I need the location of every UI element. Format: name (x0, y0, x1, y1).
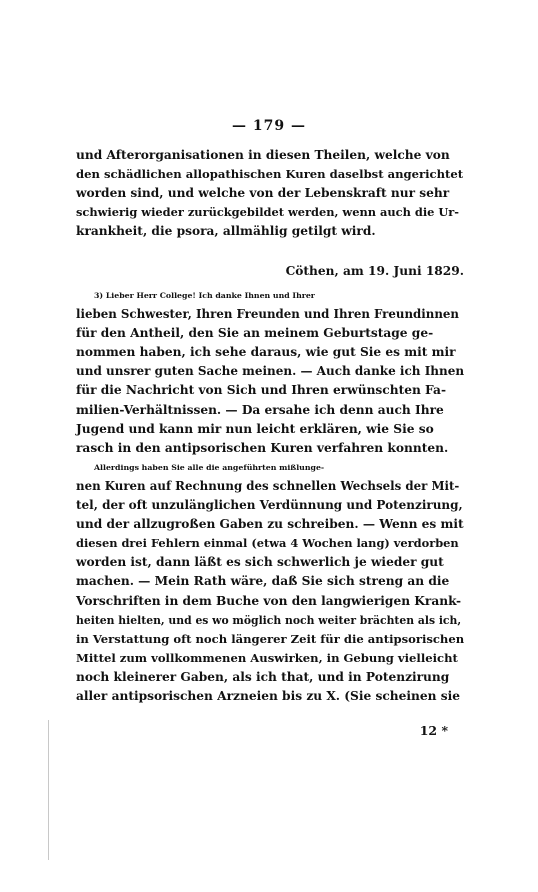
text-line: machen. — Mein Rath wäre, daß Sie sich streng an die (76, 574, 450, 589)
text-line: diesen drei Fehlern einmal (etwa 4 Wochen lang) verdorben (76, 536, 459, 551)
text-line: heiten hielten, und es wo möglich noch weiter brächten als ich, (76, 613, 462, 627)
text-line: und Afterorganisationen in diesen Theilen, welche von (76, 148, 450, 162)
text-line: rasch in den antipsorischen Kuren verfahren konnten. (76, 440, 449, 455)
text-line: schwierig wieder zurückgebildet werden, wenn auch die Ur- (76, 205, 460, 220)
margin-line (48, 720, 49, 860)
bleed-through-text (70, 238, 470, 252)
page-number-header: — 179 — (232, 118, 306, 134)
text-line: und der allzugroßen Gaben zu schreiben. — Wenn es mit (76, 517, 464, 532)
text-line: für den Antheil, den Sie an meinem Geburtstage ge- (76, 326, 434, 341)
text-line: und unsrer guten Sache meinen. — Auch danke ich Ihnen (76, 364, 465, 379)
text-line: den schädlichen allopathischen Kuren daselbst angerichtet (76, 167, 464, 182)
letter-dateline: Cöthen, am 19. Juni 1829. (285, 264, 464, 278)
text-line: worden sind, und welche von der Lebenskraft nur sehr (76, 186, 450, 201)
text-line: Mittel zum vollkommenen Auswirken, in Gebung vielleicht (76, 650, 458, 665)
text-line: Vorschriften in dem Buche von den langwierigen Krank- (76, 593, 462, 608)
text-line: Jugend und kann mir nun leicht erklären, wie Sie so (76, 421, 434, 436)
text-line: Allerdings haben Sie alle die angeführten mißlunge- (94, 462, 325, 472)
text-line: milien-Verhältnissen. — Da ersahe ich denn auch Ihre (76, 402, 444, 417)
text-line: in Verstattung oft noch längerer Zeit für die antipsorischen (76, 631, 465, 646)
text-line: krankheit, die psora, allmählig getilgt wird. (76, 224, 376, 239)
text-line: nen Kuren auf Rechnung des schnellen Wechsels der Mit- (76, 478, 460, 493)
text-line: für die Nachricht von Sich und Ihren erwünschten Fa- (76, 383, 446, 398)
paragraph-continuation (76, 146, 464, 241)
signature-mark: 12 * (419, 723, 448, 738)
text-line: aller antipsorischen Arzneien bis zu X. (Sie scheinen sie (76, 688, 460, 703)
text-line: lieben Schwester, Ihren Freunden und Ihren Freundinnen (76, 307, 460, 322)
text-line: 3) Lieber Herr College! Ich danke Ihnen und Ihrer (94, 291, 315, 300)
text-line: tel, der oft unzulänglichen Verdünnung und Potenzirung, (76, 498, 463, 513)
text-line: nommen haben, ich sehe daraus, wie gut Sie es mit mir (76, 345, 456, 360)
text-line: noch kleinerer Gaben, als ich that, und in Potenzirung (76, 669, 450, 684)
text-line: worden ist, dann läßt es sich schwerlich je wieder gut (76, 555, 444, 570)
letter-body (76, 286, 464, 706)
